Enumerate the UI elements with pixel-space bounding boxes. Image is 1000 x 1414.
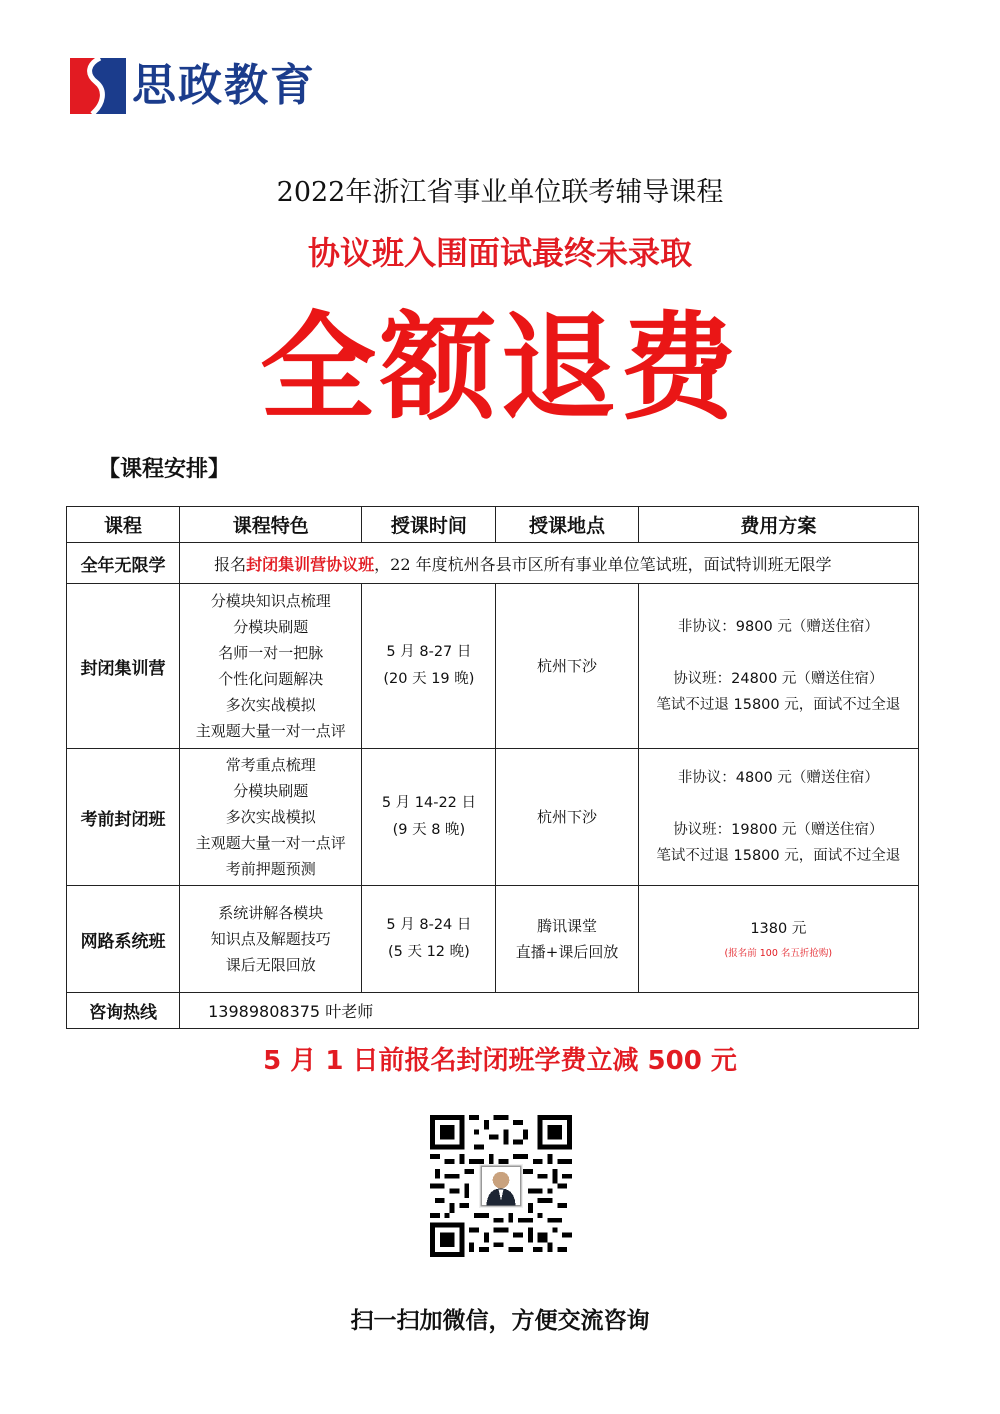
table-row-hotline [67,993,919,1029]
page-title: 2022年浙江省事业单位联考辅导课程 [276,177,724,208]
location-line: 直播+课后回放 [515,943,619,961]
fee-line: 非协议：4800 元（赠送住宿） [677,770,879,786]
feature-item: 主观题大量一对一点评 [195,722,346,740]
course-location [496,584,638,749]
brand-logo [70,58,316,114]
time-duration: (5 天 12 晚) [387,944,470,960]
column-header: 授课时间 [362,507,496,543]
course-features [180,749,362,886]
location-line: 杭州下沙 [537,657,598,675]
table-row-annual [67,543,919,584]
feature-item: 考前押题预测 [225,860,316,878]
logo-text: 思政教育 [132,60,316,111]
fee-spacer [639,640,918,666]
course-schedule-table [66,506,919,1029]
logo-s-icon [70,58,126,114]
fee-line: 协议班：19800 元（赠送住宿） [673,822,884,838]
table-row [67,886,919,993]
time-dates: 5 月 14-22 日 [381,795,476,811]
column-header: 授课地点 [496,507,638,543]
headline-full-refund: 全额退费 [260,300,740,436]
hotline-value: 13989808375 叶老师 [180,993,919,1029]
course-fees [638,584,918,749]
feature-item: 常考重点梳理 [225,756,316,774]
location-line: 杭州下沙 [537,808,598,826]
feature-item: 课后无限回放 [225,956,316,974]
table-row [67,749,919,886]
qr-caption: 扫一扫加微信，方便交流咨询 [350,1307,650,1334]
feature-item: 个性化问题解决 [218,670,324,688]
time-duration: (9 天 8 晚) [392,822,466,838]
table-row [67,584,919,749]
fee-line: 协议班：24800 元（赠送住宿） [673,671,884,687]
time-dates: 5 月 8-27 日 [386,644,472,660]
course-time [362,749,496,886]
course-name: 封闭集训营 [67,584,180,749]
course-name: 全年无限学 [67,543,180,584]
feature-item: 知识点及解题技巧 [210,930,331,948]
time-dates: 5 月 8-24 日 [386,917,472,933]
course-time [362,886,496,993]
fee-note: (报名前 100 名五折抢购) [724,948,833,959]
annual-prefix: 报名 [214,554,247,574]
course-location [496,749,638,886]
column-header: 课程特色 [180,507,362,543]
column-header: 费用方案 [638,507,918,543]
course-name: 网路系统班 [67,886,180,993]
course-features [180,886,362,993]
fee-line: 笔试不过退 15800 元，面试不过全退 [656,697,901,713]
course-time [362,584,496,749]
feature-item: 分模块知识点梳理 [210,592,331,610]
time-duration: (20 天 19 晚) [383,671,475,687]
table-header-row [67,507,919,543]
fee-line: 非协议：9800 元（赠送住宿） [677,619,879,635]
feature-item: 多次实战模拟 [225,696,316,714]
column-header: 课程 [67,507,180,543]
feature-item: 分模块刷题 [233,618,309,636]
section-label: 【课程安排】 [98,456,231,482]
course-location [496,886,638,993]
fee-line: 笔试不过退 15800 元，面试不过全退 [656,848,901,864]
course-fees [638,886,918,993]
course-features [180,584,362,749]
feature-item: 主观题大量一对一点评 [195,834,346,852]
location-line: 腾讯课堂 [537,917,598,935]
page-subtitle: 协议班入围面试最终未录取 [307,234,692,272]
fee-spacer [639,791,918,817]
feature-item: 多次实战模拟 [225,808,316,826]
course-fees [638,749,918,886]
feature-item: 分模块刷题 [233,782,309,800]
annual-suffix: ，22 年度杭州各县市区所有事业单位笔试班，面试特训班无限学 [374,554,832,574]
wechat-qr-code[interactable] [430,1115,572,1257]
promo-banner: 5 月 1 日前报名封闭班学费立减 500 元 [263,1046,737,1076]
annual-highlight: 封闭集训营协议班 [246,554,375,574]
hotline-label: 咨询热线 [67,993,180,1029]
course-name: 考前封闭班 [67,749,180,886]
annual-description [180,543,919,584]
fee-line: 1380 元 [750,921,807,937]
feature-item: 系统讲解各模块 [218,904,324,922]
feature-item: 名师一对一把脉 [218,644,324,662]
